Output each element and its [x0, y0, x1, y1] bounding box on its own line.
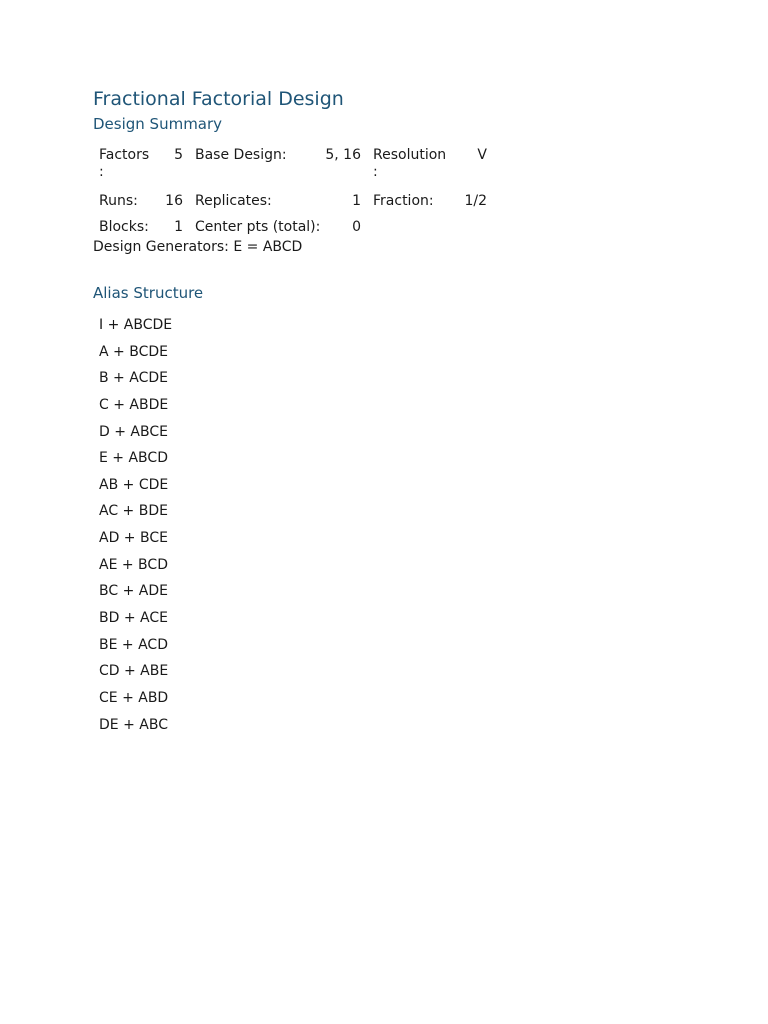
- alias-item: BE + ACD: [99, 636, 168, 653]
- fraction-value: 1/2: [464, 193, 487, 209]
- alias-item: A + BCDE: [99, 343, 168, 360]
- factors-label: [99, 147, 159, 181]
- alias-item: AC + BDE: [99, 503, 168, 520]
- alias-item: BD + ACE: [99, 610, 168, 627]
- design-summary-heading: Design Summary: [93, 115, 223, 133]
- resolution-value: V: [477, 147, 487, 163]
- alias-item: CD + ABE: [99, 663, 169, 680]
- alias-item: CE + ABD: [99, 689, 169, 706]
- alias-structure-heading: Alias Structure: [93, 284, 204, 302]
- page-title: Fractional Factorial Design: [93, 88, 344, 110]
- base-design-value: 5, 16: [325, 147, 361, 163]
- alias-item: B + ACDE: [99, 370, 168, 387]
- resolution-label: [373, 147, 453, 181]
- replicates-value: 1: [352, 193, 361, 209]
- alias-item: E + ABCD: [99, 450, 168, 467]
- design-generators: Design Generators: E = ABCD: [93, 239, 303, 255]
- design-summary-table: [0, 0, 768, 260]
- fraction-label: Fraction:: [373, 193, 434, 209]
- blocks-label: Blocks:: [99, 219, 149, 235]
- alias-structure-list: [99, 316, 172, 742]
- replicates-label: Replicates:: [195, 193, 272, 209]
- runs-value: 16: [165, 193, 183, 209]
- factors-label-text: Factors :: [99, 147, 150, 180]
- alias-item: I + ABCDE: [99, 317, 173, 333]
- alias-item: AD + BCE: [99, 530, 168, 547]
- alias-item: DE + ABC: [99, 716, 168, 733]
- blocks-value: 1: [174, 219, 183, 235]
- alias-item: D + ABCE: [99, 423, 168, 440]
- center-pts-value: 0: [352, 219, 361, 235]
- alias-item: AB + CDE: [99, 476, 169, 493]
- base-design-label: Base Design:: [195, 147, 287, 163]
- center-pts-label: Center pts (total):: [195, 219, 321, 235]
- alias-item: C + ABDE: [99, 396, 169, 413]
- factors-value: 5: [174, 147, 183, 163]
- runs-label: Runs:: [99, 193, 138, 209]
- resolution-label-text: Resolution :: [373, 147, 447, 180]
- alias-item: AE + BCD: [99, 556, 168, 573]
- alias-item: BC + ADE: [99, 583, 168, 600]
